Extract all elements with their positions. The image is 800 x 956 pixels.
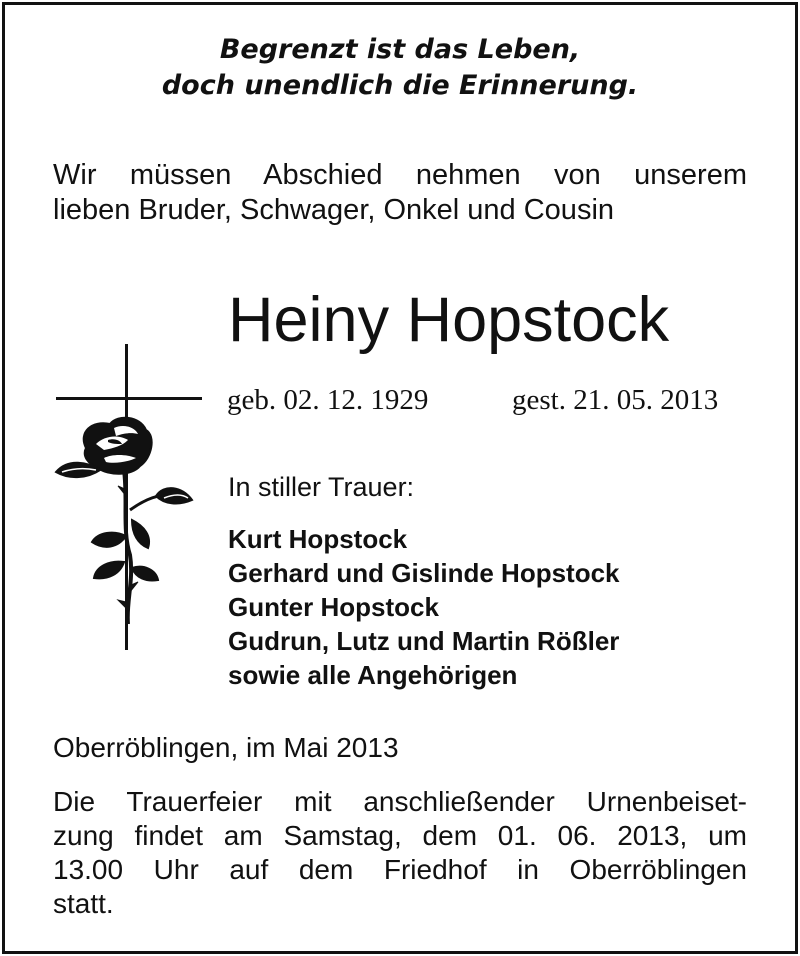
cross-rose-emblem <box>48 340 208 652</box>
service-line-3: 13.00 Uhr auf dem Friedhof in Oberröblingen <box>53 854 747 885</box>
mourner-name: Gunter Hopstock <box>228 592 439 622</box>
rose-icon <box>56 418 192 624</box>
intro-text <box>53 158 747 228</box>
service-line-4: statt. <box>53 888 114 919</box>
service-line-2: zung findet am Samstag, dem 01. 06. 2013, um <box>53 820 747 851</box>
mourner-name: sowie alle Angehörigen <box>228 660 518 690</box>
motto-line-1: Begrenzt ist das Leben, <box>219 34 581 65</box>
mourner-name: Gudrun, Lutz und Martin Rößler <box>228 626 620 656</box>
intro-line-2: lieben Bruder, Schwager, Onkel und Cousin <box>53 194 615 226</box>
mourner-name: Gerhard und Gislinde Hopstock <box>228 558 620 588</box>
motto-line-2: doch unendlich die Erinnerung. <box>161 70 639 101</box>
mourners-list <box>228 522 620 692</box>
death-date: gest. 21. 05. 2013 <box>512 384 719 416</box>
service-announcement <box>53 785 747 921</box>
intro-line-1: Wir müssen Abschied nehmen von unserem <box>53 159 747 191</box>
place-date: Oberröblingen, im Mai 2013 <box>53 732 399 763</box>
birth-date: geb. 02. 12. 1929 <box>227 384 429 416</box>
mourning-label: In stiller Trauer: <box>228 472 415 502</box>
deceased-name: Heiny Hopstock <box>228 285 670 355</box>
mourner-name: Kurt Hopstock <box>228 524 408 554</box>
motto <box>0 32 800 104</box>
service-line-1: Die Trauerfeier mit anschließender Urnenbeiset- <box>53 786 747 817</box>
